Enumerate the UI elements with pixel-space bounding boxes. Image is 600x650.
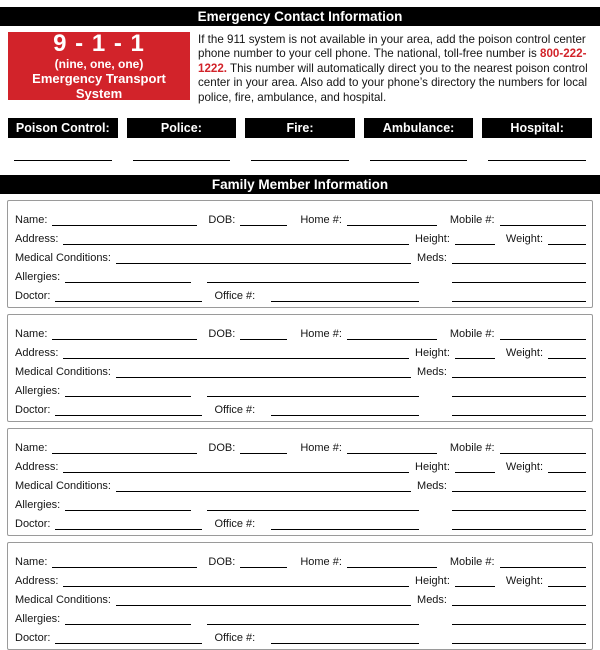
meds-continuation-blank-line — [452, 498, 586, 511]
meds-continuation-blank-line — [452, 270, 586, 283]
medical-conditions-label: Medical Conditions: — [15, 252, 111, 265]
member-row-name — [15, 321, 586, 340]
height-blank-line — [455, 232, 495, 245]
page-title: Emergency Contact Information — [197, 9, 403, 24]
address-blank-line — [63, 574, 409, 587]
contact-label-police: Police: — [127, 118, 237, 138]
office-phone-blank-line — [271, 517, 419, 530]
intro-paragraph — [198, 32, 592, 105]
meds-blank-line — [452, 593, 586, 606]
height-label: Height: — [415, 461, 450, 474]
weight-blank-line — [548, 574, 586, 587]
name-blank-line — [52, 441, 197, 454]
doctor-blank-line — [55, 403, 202, 416]
doctor-label: Doctor: — [15, 404, 51, 417]
home-phone-label: Home #: — [300, 214, 342, 227]
allergies-label: Allergies: — [15, 499, 61, 512]
meds-label: Meds: — [417, 252, 447, 265]
medical-conditions-label: Medical Conditions: — [15, 480, 111, 493]
address-label: Address: — [15, 461, 59, 474]
header-bar — [0, 7, 600, 26]
doctor-blank-line — [55, 289, 202, 302]
doctor-label: Doctor: — [15, 518, 51, 531]
office-phone-blank-line — [271, 631, 419, 644]
allergies-continuation-blank-line — [207, 498, 419, 511]
meds-label: Meds: — [417, 480, 447, 493]
name-label: Name: — [15, 214, 48, 227]
home-phone-label: Home #: — [300, 556, 342, 569]
meds-continuation-blank-line — [452, 384, 586, 397]
medical-conditions-blank-line — [116, 593, 411, 606]
allergies-continuation-blank-line — [207, 612, 419, 625]
address-blank-line — [63, 346, 409, 359]
meds-continuation-blank-line-2 — [452, 403, 586, 416]
height-blank-line — [455, 346, 495, 359]
height-label: Height: — [415, 347, 450, 360]
name-blank-line — [52, 555, 197, 568]
ambulance-blank-line — [370, 159, 468, 161]
allergies-continuation-blank-line — [207, 384, 419, 397]
meds-continuation-blank-line-2 — [452, 517, 586, 530]
allergies-label: Allergies: — [15, 385, 61, 398]
doctor-label: Doctor: — [15, 632, 51, 645]
medical-conditions-label: Medical Conditions: — [15, 594, 111, 607]
office-phone-blank-line — [271, 403, 419, 416]
home-phone-blank-line — [347, 555, 437, 568]
member-row-allergies — [15, 378, 586, 397]
member-row-allergies — [15, 492, 586, 511]
office-phone-label: Office #: — [214, 290, 256, 303]
family-section-title: Family Member Information — [211, 177, 389, 193]
dob-label: DOB: — [208, 214, 236, 227]
nine-one-one-subtitle: (nine, one, one) — [54, 57, 144, 71]
meds-blank-line — [452, 251, 586, 264]
member-row-name — [15, 435, 586, 454]
mobile-phone-blank-line — [500, 213, 586, 226]
mobile-phone-label: Mobile #: — [449, 214, 495, 227]
weight-blank-line — [548, 346, 586, 359]
dob-blank-line — [240, 555, 287, 568]
family-member-block — [7, 542, 593, 650]
top-section — [8, 32, 592, 105]
contact-labels-row — [8, 118, 592, 138]
family-header-bar — [0, 175, 600, 194]
name-blank-line — [52, 213, 197, 226]
family-member-block — [7, 314, 593, 422]
weight-blank-line — [548, 232, 586, 245]
dob-blank-line — [240, 213, 287, 226]
dob-label: DOB: — [208, 556, 236, 569]
contact-blank-lines-row — [8, 159, 592, 161]
mobile-phone-label: Mobile #: — [449, 556, 495, 569]
allergies-blank-line — [65, 384, 191, 397]
member-row-doctor — [15, 511, 586, 530]
allergies-continuation-blank-line — [207, 270, 419, 283]
doctor-blank-line — [55, 517, 202, 530]
medical-conditions-blank-line — [116, 365, 411, 378]
home-phone-blank-line — [347, 327, 437, 340]
meds-continuation-blank-line — [452, 612, 586, 625]
member-row-name — [15, 549, 586, 568]
nine-one-one-system: Emergency Transport System — [32, 71, 166, 101]
weight-label: Weight: — [505, 347, 543, 360]
meds-label: Meds: — [417, 366, 447, 379]
dob-label: DOB: — [208, 442, 236, 455]
dob-blank-line — [240, 327, 287, 340]
member-row-medical — [15, 587, 586, 606]
member-row-doctor — [15, 283, 586, 302]
fire-blank-line — [251, 159, 349, 161]
poison-control-phone-number: 800-222-1222. — [198, 47, 587, 75]
doctor-blank-line — [55, 631, 202, 644]
home-phone-label: Home #: — [300, 328, 342, 341]
member-row-address — [15, 226, 586, 245]
family-member-block — [7, 428, 593, 536]
member-row-address — [15, 340, 586, 359]
contact-label-poison-control: Poison Control: — [8, 118, 118, 138]
intro-text-after: This number will automatically direct you to the nearest poison control center in your area. Also add to your phone’s directory the numbers for local police, fire, ambulance, and hospital. — [198, 61, 588, 104]
contact-label-ambulance: Ambulance: — [364, 118, 474, 138]
weight-label: Weight: — [505, 233, 543, 246]
weight-label: Weight: — [505, 575, 543, 588]
member-row-address — [15, 568, 586, 587]
emergency-contact-form — [0, 7, 600, 650]
medical-conditions-label: Medical Conditions: — [15, 366, 111, 379]
office-phone-label: Office #: — [214, 518, 256, 531]
member-row-allergies — [15, 606, 586, 625]
height-label: Height: — [415, 575, 450, 588]
weight-label: Weight: — [505, 461, 543, 474]
address-blank-line — [63, 232, 409, 245]
office-phone-label: Office #: — [214, 632, 256, 645]
home-phone-label: Home #: — [300, 442, 342, 455]
height-blank-line — [455, 574, 495, 587]
family-blocks — [0, 200, 600, 650]
name-blank-line — [52, 327, 197, 340]
address-label: Address: — [15, 575, 59, 588]
member-row-name — [15, 207, 586, 226]
medical-conditions-blank-line — [116, 479, 411, 492]
allergies-blank-line — [65, 612, 191, 625]
height-label: Height: — [415, 233, 450, 246]
home-phone-blank-line — [347, 441, 437, 454]
dob-label: DOB: — [208, 328, 236, 341]
office-phone-label: Office #: — [214, 404, 256, 417]
meds-continuation-blank-line-2 — [452, 289, 586, 302]
name-label: Name: — [15, 442, 48, 455]
nine-one-one-box — [8, 32, 190, 100]
police-blank-line — [133, 159, 231, 161]
dob-blank-line — [240, 441, 287, 454]
meds-continuation-blank-line-2 — [452, 631, 586, 644]
meds-label: Meds: — [417, 594, 447, 607]
member-row-address — [15, 454, 586, 473]
mobile-phone-label: Mobile #: — [449, 442, 495, 455]
allergies-blank-line — [65, 270, 191, 283]
member-row-medical — [15, 245, 586, 264]
member-row-medical — [15, 359, 586, 378]
allergies-label: Allergies: — [15, 613, 61, 626]
member-row-medical — [15, 473, 586, 492]
address-label: Address: — [15, 233, 59, 246]
mobile-phone-blank-line — [500, 441, 586, 454]
office-phone-blank-line — [271, 289, 419, 302]
home-phone-blank-line — [347, 213, 437, 226]
medical-conditions-blank-line — [116, 251, 411, 264]
member-row-allergies — [15, 264, 586, 283]
member-row-doctor — [15, 625, 586, 644]
contact-label-hospital: Hospital: — [482, 118, 592, 138]
allergies-label: Allergies: — [15, 271, 61, 284]
name-label: Name: — [15, 328, 48, 341]
address-blank-line — [63, 460, 409, 473]
nine-one-one-number: 9 - 1 - 1 — [53, 30, 145, 57]
intro-text-before: If the 911 system is not available in your area, add the poison control center phone number to your cell phone. The national, toll-free number is — [198, 33, 586, 61]
family-member-block — [7, 200, 593, 308]
poison-control-blank-line — [14, 159, 112, 161]
address-label: Address: — [15, 347, 59, 360]
doctor-label: Doctor: — [15, 290, 51, 303]
name-label: Name: — [15, 556, 48, 569]
mobile-phone-blank-line — [500, 327, 586, 340]
height-blank-line — [455, 460, 495, 473]
allergies-blank-line — [65, 498, 191, 511]
mobile-phone-blank-line — [500, 555, 586, 568]
meds-blank-line — [452, 365, 586, 378]
contact-label-fire: Fire: — [245, 118, 355, 138]
hospital-blank-line — [488, 159, 586, 161]
weight-blank-line — [548, 460, 586, 473]
member-row-doctor — [15, 397, 586, 416]
mobile-phone-label: Mobile #: — [449, 328, 495, 341]
meds-blank-line — [452, 479, 586, 492]
